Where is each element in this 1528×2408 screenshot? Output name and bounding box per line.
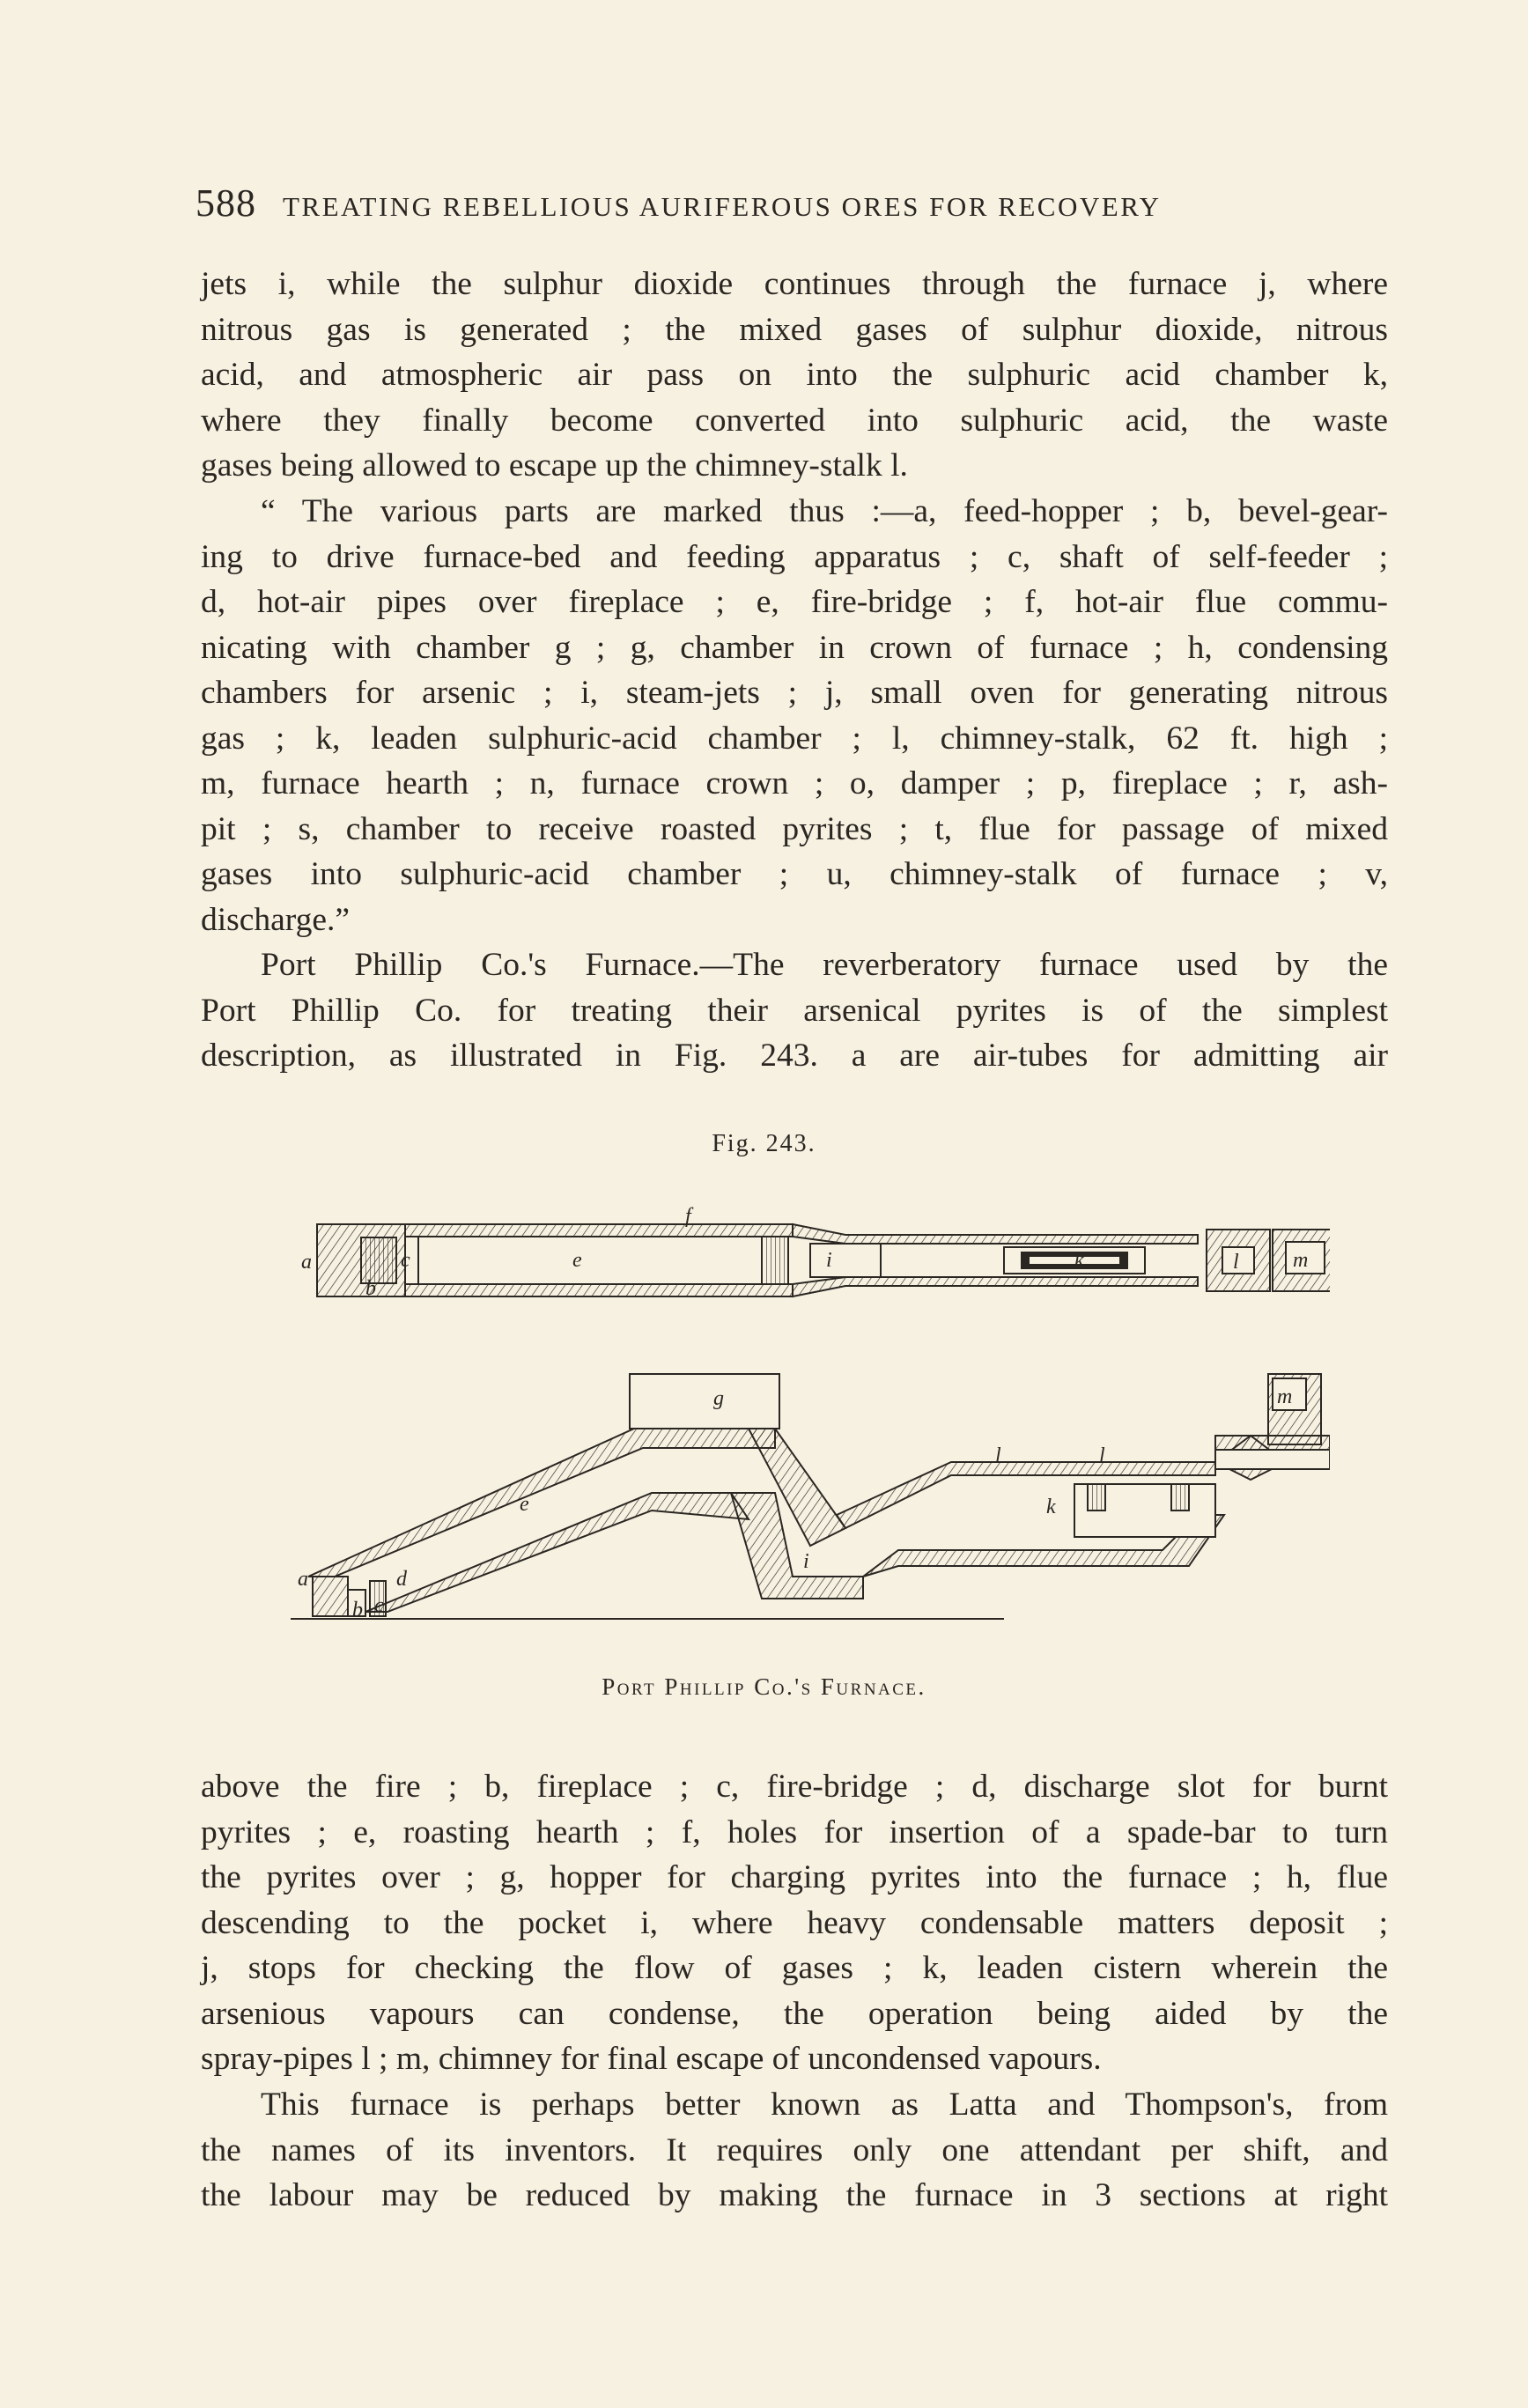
text-line: where they finally become converted into sulphuric acid, the waste [201,402,1388,439]
label-a: a [298,1568,308,1591]
paragraph-1 [201,262,1388,489]
furnace-figure [282,1198,1330,1638]
text-line: pit ; s, chamber to receive roasted pyrites ; t, flue for passage of mixed [201,810,1388,847]
text-line: the names of its inventors. It requires only one attendant per shift, and [201,2131,1388,2168]
furnace-diagram [282,1198,1330,1638]
label-c: c [401,1249,410,1272]
text-line: descending to the pocket i, where heavy condensable matters deposit ; [201,1904,1388,1941]
text-line: chambers for arsenic ; i, steam-jets ; j, small oven for generating nitrous [201,675,1388,711]
label-l: l [995,1444,1001,1467]
text-line: ing to drive furnace-bed and feeding apparatus ; c, shaft of self-feeder ; [201,538,1388,575]
figure-title: Port Phillip Co.'s Furnace. [602,1673,926,1700]
label-l: l [1099,1444,1105,1467]
text-line: above the fire ; b, fireplace ; c, fire-bridge ; d, discharge slot for burnt [201,1769,1388,1805]
text-line: acid, and atmospheric air pass on into the sulphuric acid chamber k, [201,357,1388,393]
text-line: “ The various parts are marked thus :—a, feed-hopper ; b, bevel-gear- [261,493,1388,529]
label-a: a [301,1251,312,1274]
label-b: b [365,1277,376,1300]
text-line: d, hot-air pipes over fireplace ; e, fire-bridge ; f, hot-air flue commu- [201,584,1388,620]
label-i: i [826,1249,832,1272]
text-line: nitrous gas is generated ; the mixed gases of sulphur dioxide, nitrous [201,311,1388,348]
label-d: d [396,1568,407,1591]
text-line: description, as illustrated in Fig. 243. a are air-tubes for admitting air [201,1038,1388,1074]
label-b: b [352,1599,363,1621]
text-line: jets i, while the sulphur dioxide continues through the furnace j, where [201,266,1388,302]
label-m: m [1293,1249,1309,1272]
text-line: j, stops for checking the flow of gases ; k, leaden cistern wherein the [201,1950,1388,1986]
text-line: gas ; k, leaden sulphuric-acid chamber ; l, chimney-stalk, 62 ft. high ; [201,720,1388,757]
running-title: TREATING REBELLIOUS AURIFEROUS ORES FOR RECOVERY [283,191,1162,222]
text-line: Port Phillip Co.'s Furnace.—The reverberatory furnace used by the [261,947,1388,983]
text-line: the labour may be reduced by making the furnace in 3 sections at right [201,2177,1388,2213]
text-line: spray-pipes l ; m, chimney for final escape of uncondensed vapours. [201,2041,1102,2077]
section-view [291,1374,1330,1619]
text-line: This furnace is perhaps better known as Latta and Thompson's, from [261,2087,1388,2123]
label-e: e [572,1249,582,1272]
text-line: gases being allowed to escape up the chimney-stalk l. [201,447,908,484]
text-line: nicating with chamber g ; g, chamber in crown of furnace ; h, condensing [201,629,1388,666]
page-header [196,181,1393,233]
text-line: Port Phillip Co. for treating their arsenical pyrites is of the simplest [201,992,1388,1029]
text-line: m, furnace hearth ; n, furnace crown ; o, damper ; p, fireplace ; r, ash- [201,765,1388,801]
label-i: i [803,1550,809,1573]
label-e: e [520,1493,529,1516]
figure-caption: Fig. 243. [712,1130,816,1157]
text-line: gases into sulphuric-acid chamber ; u, chimney-stalk of furnace ; v, [201,856,1388,892]
text-line: discharge.” [201,901,351,938]
label-k: k [1046,1496,1056,1518]
label-c: c [374,1594,384,1617]
plan-view [317,1224,1330,1296]
paragraph-5 [201,2082,1388,2219]
label-k: k [1074,1249,1084,1272]
paragraph-2 [201,489,1388,942]
page-number: 588 [196,181,256,225]
paragraph-4 [201,1764,1388,2082]
label-l: l [1233,1251,1239,1274]
text-line: the pyrites over ; g, hopper for charging pyrites into the furnace ; h, flue [201,1859,1388,1895]
text-line: arsenious vapours can condense, the operation being aided by the [201,1995,1388,2032]
paragraph-3 [201,942,1388,1079]
label-f: f [685,1205,691,1228]
text-line: pyrites ; e, roasting hearth ; f, holes for insertion of a spade-bar to turn [201,1813,1388,1850]
label-g: g [713,1387,724,1410]
label-m: m [1277,1385,1293,1408]
